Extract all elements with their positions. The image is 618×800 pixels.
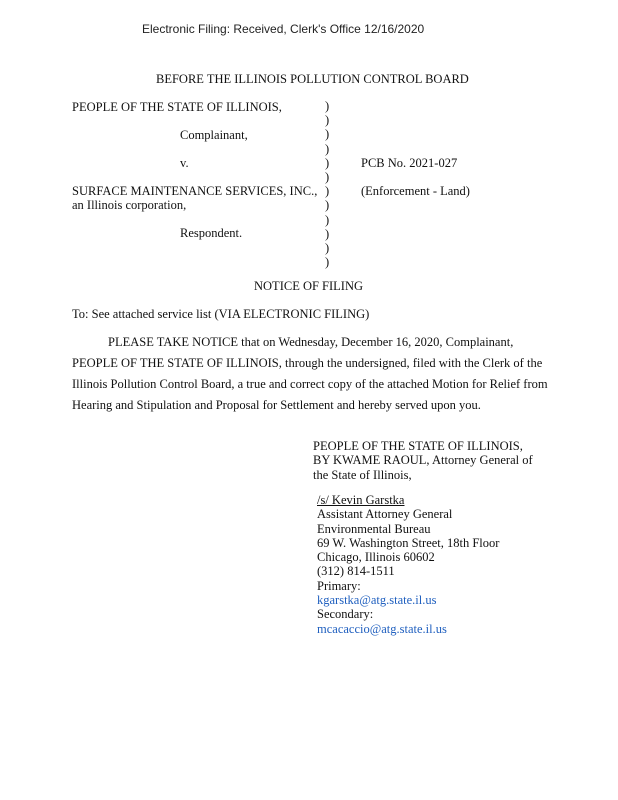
case-type: (Enforcement - Land) <box>361 184 470 198</box>
caption-paren: ) <box>325 241 330 256</box>
signature-by-line: BY KWAME RAOUL, Attorney General of <box>313 453 533 468</box>
signature-party-block <box>313 439 533 482</box>
versus-label: v. <box>180 156 189 170</box>
body-line: Hearing and Stipulation and Proposal for Settlement and hereby served upon you. <box>72 398 481 412</box>
primary-email-label: Primary: <box>317 578 361 593</box>
signature-title: Assistant Attorney General <box>317 507 453 522</box>
defendant-name: SURFACE MAINTENANCE SERVICES, INC., <box>72 184 318 198</box>
signature-party: PEOPLE OF THE STATE OF ILLINOIS, <box>313 439 523 453</box>
primary-email-link[interactable]: kgarstka@atg.state.il.us <box>317 593 437 608</box>
secondary-email-row <box>317 607 499 636</box>
signature-phone: (312) 814-1511 <box>317 564 395 579</box>
caption-paren: ) <box>325 141 330 156</box>
signature-address-street: 69 W. Washington Street, 18th Floor <box>317 535 500 550</box>
signature-state-line: the State of Illinois, <box>313 467 412 482</box>
defendant-role: Respondent. <box>180 226 243 240</box>
secondary-email-link[interactable]: mcacaccio@atg.state.il.us <box>317 621 447 636</box>
notice-body <box>72 332 592 416</box>
caption-paren: ) <box>325 226 330 241</box>
plaintiff-name: PEOPLE OF THE STATE OF ILLINOIS, <box>72 100 282 114</box>
signature-address-city: Chicago, Illinois 60602 <box>317 550 435 565</box>
caption-paren: ) <box>325 255 330 270</box>
caption-paren: ) <box>325 212 330 227</box>
body-line: Illinois Pollution Control Board, a true and correct copy of the attached Motion for Relief from <box>72 377 548 391</box>
signature-bureau: Environmental Bureau <box>317 521 431 536</box>
signature-contact-block <box>317 493 499 636</box>
caption-paren: ) <box>325 113 330 128</box>
caption-paren: ) <box>325 99 330 113</box>
caption-paren: ) <box>325 155 330 170</box>
signature-line: /s/ Kevin Garstka <box>317 493 405 507</box>
plaintiff-role: Complainant, <box>180 128 248 142</box>
defendant-description: an Illinois corporation, <box>72 198 187 212</box>
caption-parentheses <box>325 99 329 269</box>
caption-paren: ) <box>325 198 330 213</box>
secondary-email-label: Secondary: <box>317 607 374 622</box>
document-heading: BEFORE THE ILLINOIS POLLUTION CONTROL BOARD <box>156 72 469 86</box>
body-line: PEOPLE OF THE STATE OF ILLINOIS, through the undersigned, filed with the Clerk of the <box>72 356 543 370</box>
notice-title: NOTICE OF FILING <box>254 279 364 293</box>
caption-paren: ) <box>325 127 330 142</box>
filing-stamp: Electronic Filing: Received, Clerk's Office 12/16/2020 <box>142 22 425 36</box>
body-line: PLEASE TAKE NOTICE that on Wednesday, December 16, 2020, Complainant, <box>108 335 514 349</box>
primary-email-row <box>317 579 499 608</box>
caption-paren: ) <box>325 184 330 199</box>
case-number: PCB No. 2021-027 <box>361 156 458 170</box>
caption-paren: ) <box>325 170 330 185</box>
to-line: To: See attached service list (VIA ELECTRONIC FILING) <box>72 307 370 321</box>
